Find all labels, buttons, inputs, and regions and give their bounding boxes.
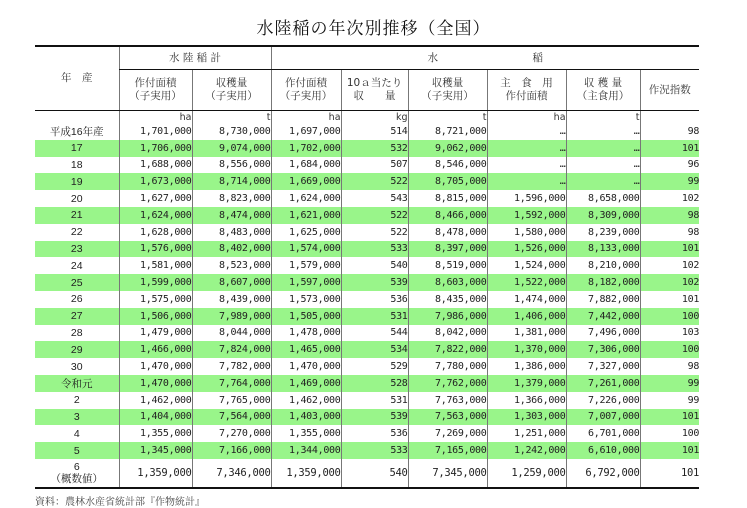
units-row (35, 111, 699, 124)
row-value: 1,344,000 (271, 442, 341, 459)
row-value: 8,042,000 (408, 325, 487, 342)
row-value: 1,701,000 (119, 123, 192, 140)
row-value: 1,251,000 (487, 425, 566, 442)
row-value: … (566, 157, 640, 174)
row-value: 6,792,000 (566, 459, 640, 488)
row-value: 533 (341, 442, 408, 459)
combined-group-header: 水 陸 稲 計 (119, 46, 271, 70)
row-value: 101 (640, 459, 699, 488)
year-header: 年 産 (35, 46, 119, 111)
row-value: … (487, 140, 566, 157)
row-value: 100 (640, 308, 699, 325)
table-row (35, 224, 699, 241)
row-value: 103 (640, 325, 699, 342)
row-value: 7,764,000 (192, 375, 271, 392)
table-row (35, 459, 699, 488)
row-value: 1,526,000 (487, 241, 566, 258)
row-value: 1,403,000 (271, 409, 341, 426)
row-year: 令和元 (35, 375, 119, 392)
row-value: 7,346,000 (192, 459, 271, 488)
row-year: 23 (35, 241, 119, 258)
table-row (35, 157, 699, 174)
unit-label: kg (341, 111, 408, 124)
row-value: 8,556,000 (192, 157, 271, 174)
row-value: 1,479,000 (119, 325, 192, 342)
row-value: 1,575,000 (119, 291, 192, 308)
row-value: 534 (341, 341, 408, 358)
unit-label: t (192, 111, 271, 124)
row-value: 1,581,000 (119, 257, 192, 274)
row-value: 7,166,000 (192, 442, 271, 459)
row-value: 1,386,000 (487, 358, 566, 375)
row-value: 522 (341, 207, 408, 224)
row-value: 7,765,000 (192, 392, 271, 409)
row-value: 536 (341, 291, 408, 308)
row-value: 8,402,000 (192, 241, 271, 258)
row-value: 8,239,000 (566, 224, 640, 241)
row-value: 101 (640, 442, 699, 459)
col-planted-area-combined: 作付面積 （子実用） (119, 70, 192, 111)
row-value: 100 (640, 341, 699, 358)
row-value: 1,576,000 (119, 241, 192, 258)
row-value: … (566, 140, 640, 157)
rice-statistics-table (35, 45, 699, 489)
table-row (35, 392, 699, 409)
row-year: 24 (70, 259, 83, 272)
row-year: 2 (73, 394, 80, 407)
row-value: 532 (341, 140, 408, 157)
row-value: 1,599,000 (119, 274, 192, 291)
row-value: 1,381,000 (487, 325, 566, 342)
row-value: 9,062,000 (408, 140, 487, 157)
row-value: 1,259,000 (487, 459, 566, 488)
row-value: … (566, 173, 640, 190)
unit-label: t (408, 111, 487, 124)
row-value: 540 (341, 459, 408, 488)
row-value: 1,673,000 (119, 173, 192, 190)
row-value: 8,483,000 (192, 224, 271, 241)
row-value: 7,989,000 (192, 308, 271, 325)
row-value: 7,261,000 (566, 375, 640, 392)
row-year: 26 (70, 293, 83, 306)
row-value: 1,624,000 (119, 207, 192, 224)
row-year: 3 (35, 409, 119, 426)
row-value: 1,628,000 (119, 224, 192, 241)
row-value: 1,370,000 (487, 341, 566, 358)
row-value: 1,466,000 (119, 341, 192, 358)
row-value: 8,474,000 (192, 207, 271, 224)
row-value: 8,044,000 (192, 325, 271, 342)
row-year: 25 (35, 274, 119, 291)
row-value: 8,133,000 (566, 241, 640, 258)
col-harvest-paddy: 収穫量 （子実用） (408, 70, 487, 111)
row-value: 1,625,000 (271, 224, 341, 241)
row-value: 1,366,000 (487, 392, 566, 409)
row-value: 7,882,000 (566, 291, 640, 308)
row-year: 平成16年産 (49, 125, 104, 138)
row-value: 531 (341, 308, 408, 325)
row-value: 544 (341, 325, 408, 342)
row-year: 29 (35, 341, 119, 358)
row-value: … (487, 157, 566, 174)
unit-label: t (566, 111, 640, 124)
row-value: 9,074,000 (192, 140, 271, 157)
table-row (35, 358, 699, 375)
row-value: 7,564,000 (192, 409, 271, 426)
row-year: 19 (35, 173, 119, 190)
row-value: 531 (341, 392, 408, 409)
row-value: 101 (640, 140, 699, 157)
row-value: 7,165,000 (408, 442, 487, 459)
row-value: 1,406,000 (487, 308, 566, 325)
unit-label: ha (487, 111, 566, 124)
table-row (35, 425, 699, 442)
row-value: 1,379,000 (487, 375, 566, 392)
table-row (35, 291, 699, 308)
row-value: 1,478,000 (271, 325, 341, 342)
row-value: 8,815,000 (408, 190, 487, 207)
col-yield-per-10a: 10ａ当たり 収 量 (341, 70, 408, 111)
table-row (35, 274, 699, 291)
row-value: 100 (640, 425, 699, 442)
row-value: 102 (640, 257, 699, 274)
row-value: 1,303,000 (487, 409, 566, 426)
row-value: 98 (640, 207, 699, 224)
row-value: 7,763,000 (408, 392, 487, 409)
row-value: 7,442,000 (566, 308, 640, 325)
row-value: 8,721,000 (408, 123, 487, 140)
row-value: 8,309,000 (566, 207, 640, 224)
row-value: 8,714,000 (192, 173, 271, 190)
row-value: 1,522,000 (487, 274, 566, 291)
row-value: 98 (640, 358, 699, 375)
row-value: 533 (341, 241, 408, 258)
row-value: 8,519,000 (408, 257, 487, 274)
row-value: 8,705,000 (408, 173, 487, 190)
row-value: 1,470,000 (119, 375, 192, 392)
table-row (35, 241, 699, 258)
row-value: 8,182,000 (566, 274, 640, 291)
row-value: 6,610,000 (566, 442, 640, 459)
row-value: 507 (341, 157, 408, 174)
row-value: 1,355,000 (271, 425, 341, 442)
row-value: 1,627,000 (119, 190, 192, 207)
row-value: 1,242,000 (487, 442, 566, 459)
row-value: 1,706,000 (119, 140, 192, 157)
row-value: … (566, 123, 640, 140)
row-value: 1,404,000 (119, 409, 192, 426)
table-row (35, 308, 699, 325)
row-value: 98 (640, 224, 699, 241)
col-crop-index: 作況指数 (640, 70, 699, 111)
row-value: 1,597,000 (271, 274, 341, 291)
row-value: 1,573,000 (271, 291, 341, 308)
row-value: 1,474,000 (487, 291, 566, 308)
row-value: 8,523,000 (192, 257, 271, 274)
row-value: 7,306,000 (566, 341, 640, 358)
row-value: 1,505,000 (271, 308, 341, 325)
row-value: 101 (640, 241, 699, 258)
row-value: 1,524,000 (487, 257, 566, 274)
row-value: 99 (640, 375, 699, 392)
row-year: 30 (70, 360, 83, 373)
row-value: 7,824,000 (192, 341, 271, 358)
row-value: 529 (341, 358, 408, 375)
row-value: 6,701,000 (566, 425, 640, 442)
row-value: 1,697,000 (271, 123, 341, 140)
unit-label: ha (119, 111, 192, 124)
row-value: 99 (640, 173, 699, 190)
table-row (35, 257, 699, 274)
row-value: 543 (341, 190, 408, 207)
row-value: 1,355,000 (119, 425, 192, 442)
row-value: 1,688,000 (119, 157, 192, 174)
col-staple-planted-area: 主 食 用 作付面積 (487, 70, 566, 111)
row-value: 8,435,000 (408, 291, 487, 308)
row-value: 539 (341, 274, 408, 291)
row-year: 6 （概数値） (35, 459, 119, 488)
row-value: … (487, 173, 566, 190)
row-value: 8,210,000 (566, 257, 640, 274)
row-value: 7,226,000 (566, 392, 640, 409)
row-value: 522 (341, 173, 408, 190)
table-row (35, 341, 699, 358)
row-value: 1,596,000 (487, 190, 566, 207)
row-year: 20 (70, 192, 83, 205)
row-value: 1,359,000 (119, 459, 192, 488)
row-value: 1,462,000 (271, 392, 341, 409)
row-value: 522 (341, 224, 408, 241)
row-year: 4 (73, 427, 80, 440)
row-value: 101 (640, 291, 699, 308)
row-value: 1,592,000 (487, 207, 566, 224)
row-value: 1,624,000 (271, 190, 341, 207)
table-row (35, 325, 699, 342)
row-value: 514 (341, 123, 408, 140)
row-value: 1,621,000 (271, 207, 341, 224)
row-value: 7,007,000 (566, 409, 640, 426)
row-year: 5 (35, 442, 119, 459)
row-value: 1,469,000 (271, 375, 341, 392)
row-value: 98 (640, 123, 699, 140)
row-value: 101 (640, 409, 699, 426)
row-value: 7,327,000 (566, 358, 640, 375)
row-value: 1,669,000 (271, 173, 341, 190)
row-value: 8,546,000 (408, 157, 487, 174)
row-value: 7,822,000 (408, 341, 487, 358)
row-value: 540 (341, 257, 408, 274)
row-value: 1,684,000 (271, 157, 341, 174)
col-staple-harvest: 収 穫 量 （主食用） (566, 70, 640, 111)
row-value: 8,478,000 (408, 224, 487, 241)
row-value: 1,702,000 (271, 140, 341, 157)
source-note: 資料：農林水産省統計部『作物統計』 (35, 497, 205, 508)
row-value: 1,579,000 (271, 257, 341, 274)
row-value: 96 (640, 157, 699, 174)
table-row (35, 442, 699, 459)
row-value: 1,465,000 (271, 341, 341, 358)
row-value: 1,470,000 (271, 358, 341, 375)
table-row (35, 375, 699, 392)
row-value: 8,466,000 (408, 207, 487, 224)
row-value: 7,563,000 (408, 409, 487, 426)
row-year: 18 (70, 158, 83, 171)
row-value: 8,439,000 (192, 291, 271, 308)
unit-label: ha (271, 111, 341, 124)
page-title: 水陸稲の年次別推移（全国） (256, 19, 491, 39)
row-year: 28 (70, 326, 83, 339)
row-value: 7,270,000 (192, 425, 271, 442)
row-value: 7,780,000 (408, 358, 487, 375)
col-harvest-combined: 収穫量 （子実用） (192, 70, 271, 111)
row-year: 17 (35, 140, 119, 157)
row-value: 1,574,000 (271, 241, 341, 258)
row-value: 7,345,000 (408, 459, 487, 488)
row-year: 21 (35, 207, 119, 224)
row-value: 539 (341, 409, 408, 426)
row-value: 1,345,000 (119, 442, 192, 459)
row-value: 7,762,000 (408, 375, 487, 392)
table-row (35, 173, 699, 190)
table-row (35, 409, 699, 426)
row-value: 7,782,000 (192, 358, 271, 375)
table-row (35, 140, 699, 157)
row-value: … (487, 123, 566, 140)
row-value: 8,658,000 (566, 190, 640, 207)
row-value: 7,496,000 (566, 325, 640, 342)
row-year: 22 (70, 226, 83, 239)
row-value: 536 (341, 425, 408, 442)
row-value: 102 (640, 190, 699, 207)
row-value: 99 (640, 392, 699, 409)
row-value: 1,506,000 (119, 308, 192, 325)
row-value: 8,607,000 (192, 274, 271, 291)
table-row (35, 190, 699, 207)
row-value: 8,823,000 (192, 190, 271, 207)
row-value: 528 (341, 375, 408, 392)
row-value: 1,462,000 (119, 392, 192, 409)
row-value: 1,359,000 (271, 459, 341, 488)
row-value: 7,269,000 (408, 425, 487, 442)
table-row (35, 207, 699, 224)
row-value: 1,470,000 (119, 358, 192, 375)
row-value: 8,730,000 (192, 123, 271, 140)
row-value: 1,580,000 (487, 224, 566, 241)
col-planted-area-paddy: 作付面積 （子実用） (271, 70, 341, 111)
row-value: 8,397,000 (408, 241, 487, 258)
row-value: 7,986,000 (408, 308, 487, 325)
table-row (35, 123, 699, 140)
unit-label (640, 111, 699, 124)
paddy-group-header: 水 稲 (271, 46, 699, 70)
row-year: 27 (35, 308, 119, 325)
row-value: 8,603,000 (408, 274, 487, 291)
row-value: 102 (640, 274, 699, 291)
